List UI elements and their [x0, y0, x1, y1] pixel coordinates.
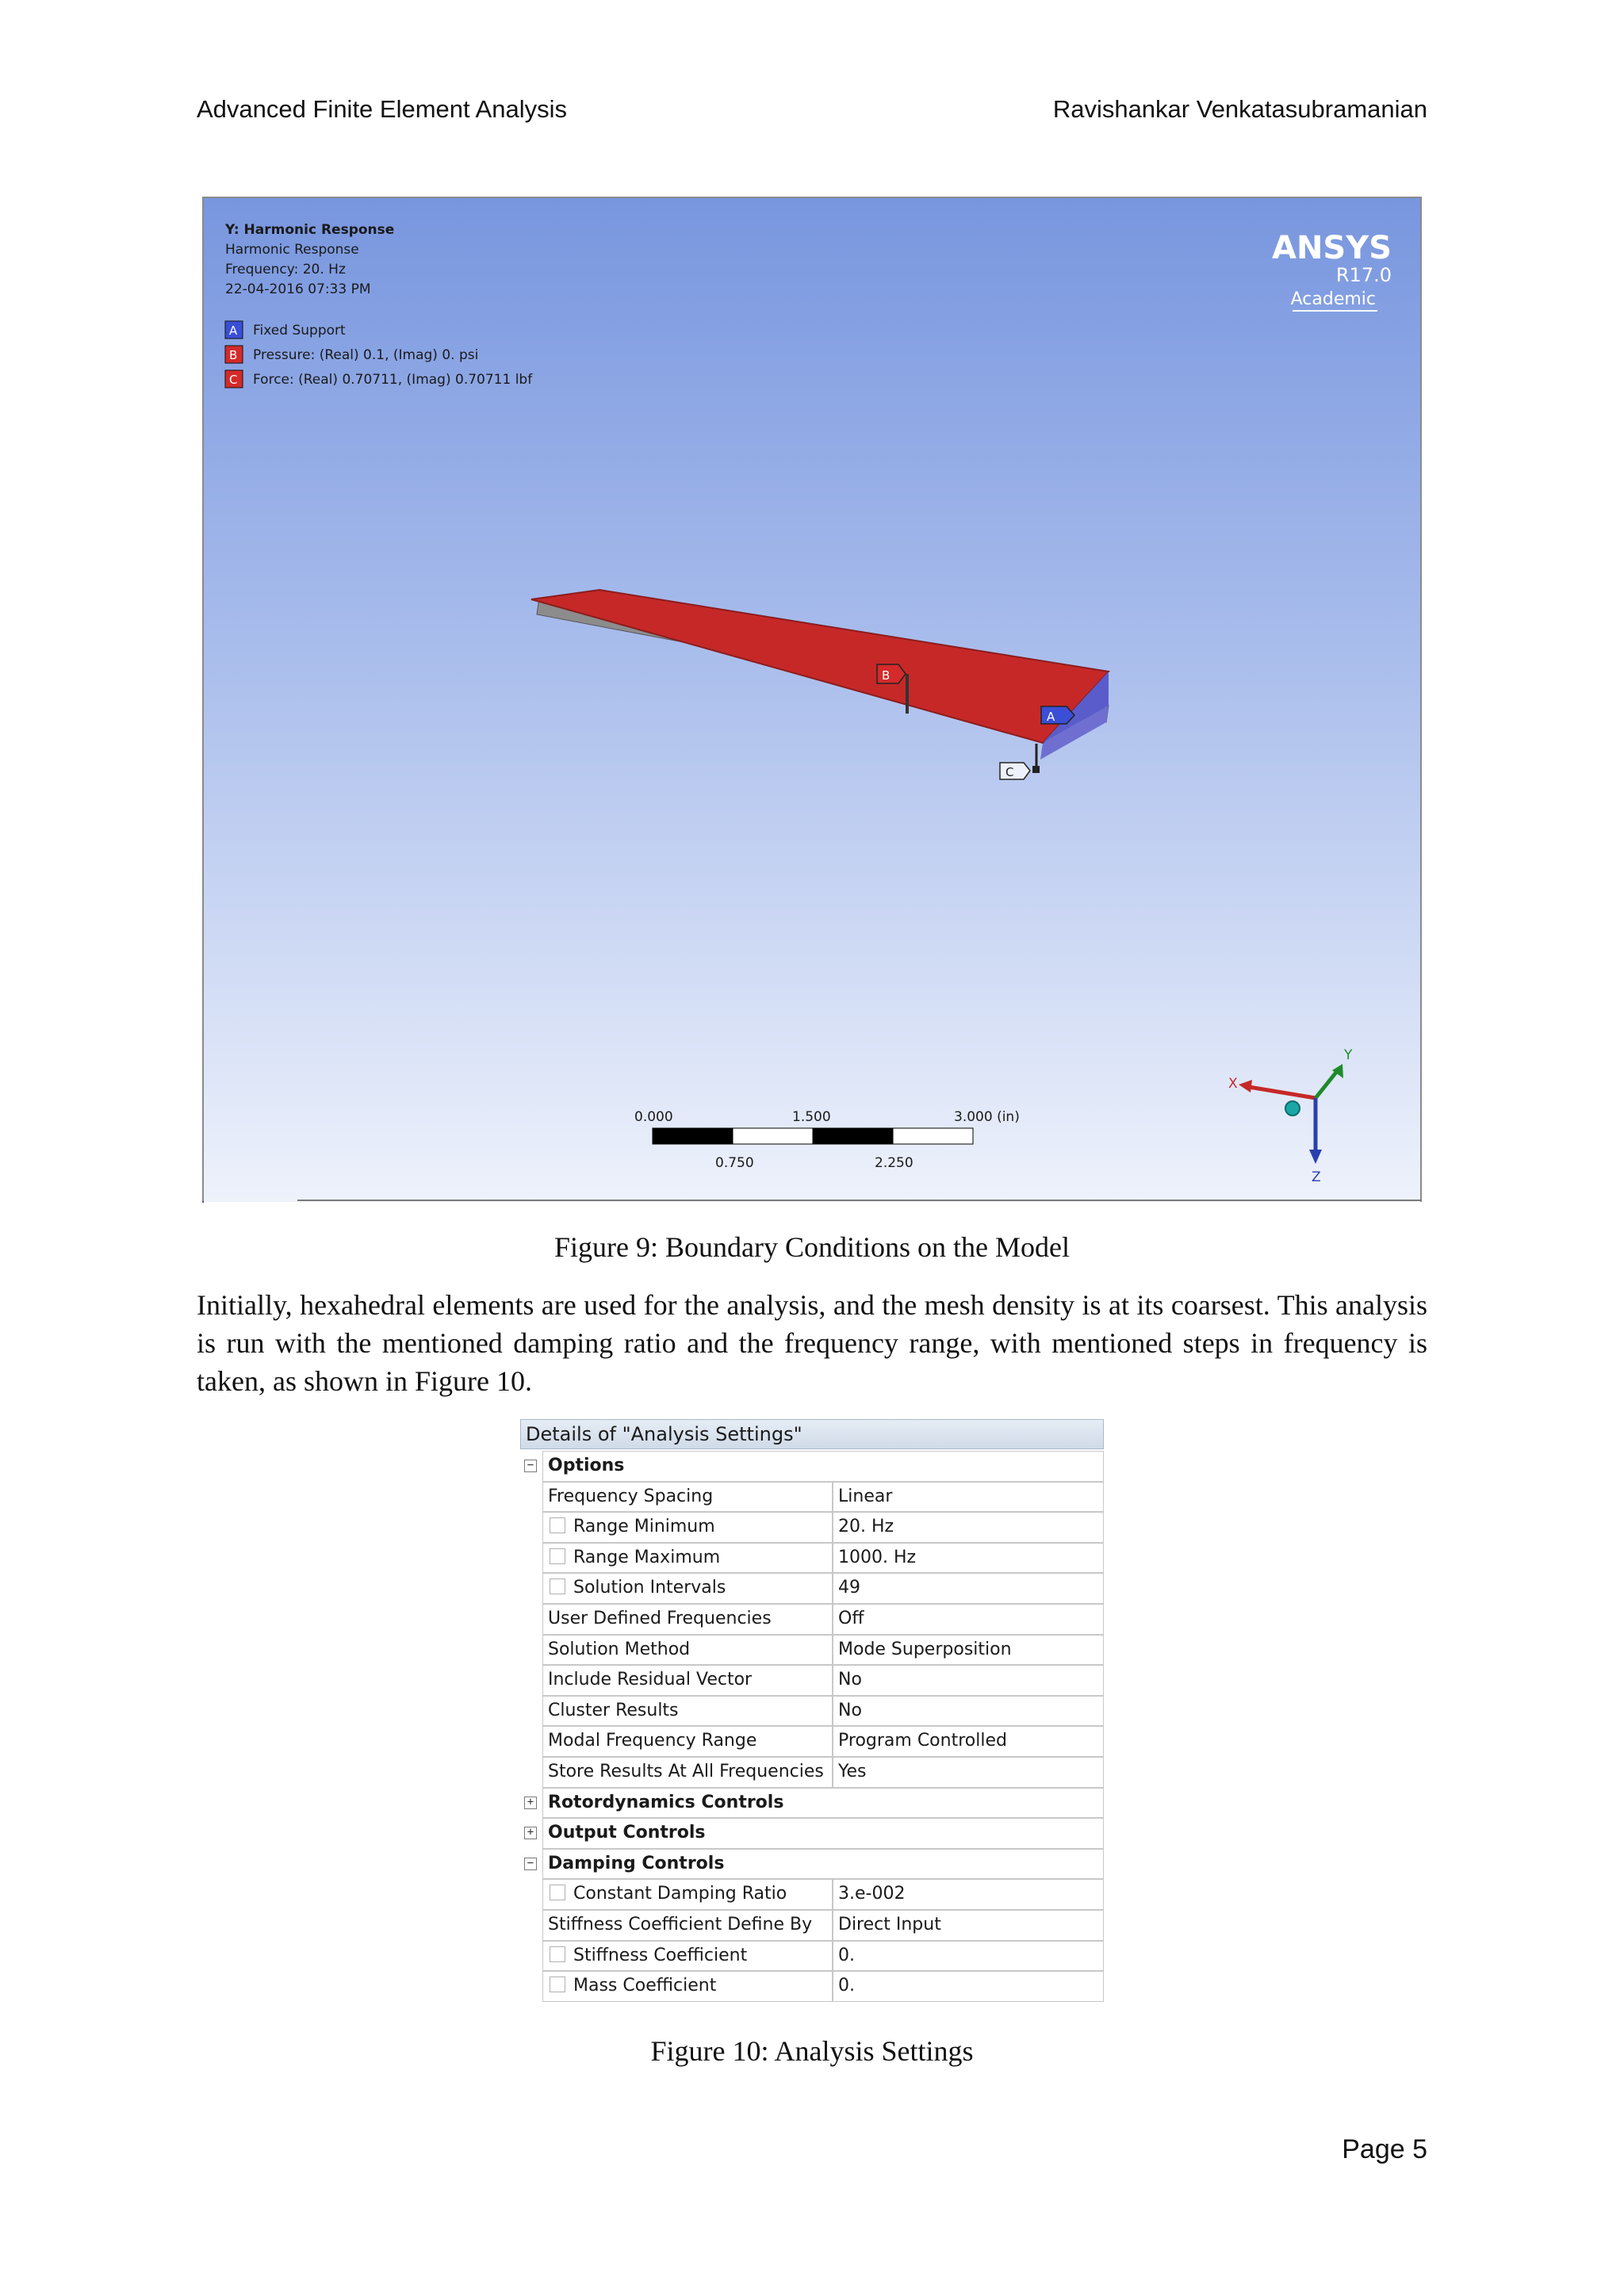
property-name: Solution Intervals	[573, 1578, 726, 1598]
row-gutter	[520, 1910, 542, 1941]
logo-name: ANSYS	[1271, 230, 1392, 266]
property-name-cell	[542, 1757, 833, 1788]
legend-letter-c: C	[229, 373, 238, 387]
property-value[interactable]: 0.	[833, 1971, 1104, 2002]
row-gutter	[520, 1849, 542, 1880]
property-name: Solution Method	[548, 1639, 691, 1659]
body-paragraph: Initially, hexahedral elements are used for the analysis, and the mesh density is at its coarsest. This analysis is run with the mentioned damping ratio and the frequency range, with mentioned steps in frequency is taken, as shown in Figure 10.	[197, 1289, 1427, 1397]
property-value[interactable]: Linear	[833, 1482, 1104, 1513]
property-name: User Defined Frequencies	[548, 1608, 772, 1628]
property-name: Frequency Spacing	[548, 1486, 714, 1506]
info-subtitle: Harmonic Response	[225, 242, 359, 258]
property-name-cell	[542, 1604, 833, 1635]
property-name-cell	[542, 1543, 833, 1574]
details-row[interactable]	[520, 1726, 1104, 1757]
label-c-tag	[1000, 763, 1030, 779]
row-gutter	[520, 1512, 542, 1543]
group-label: Rotordynamics Controls	[542, 1788, 1104, 1819]
property-value[interactable]: 0.	[833, 1941, 1104, 1972]
collapse-icon[interactable]: −	[524, 1858, 537, 1870]
group-label: Output Controls	[542, 1818, 1104, 1849]
row-gutter	[520, 1788, 542, 1819]
parameter-checkbox[interactable]	[550, 1946, 565, 1962]
row-gutter	[520, 1451, 542, 1482]
parameter-checkbox[interactable]	[550, 1548, 565, 1564]
property-name-cell	[542, 1696, 833, 1727]
property-name: Range Minimum	[573, 1517, 715, 1537]
property-value[interactable]: Direct Input	[833, 1910, 1104, 1941]
property-name-cell	[542, 1512, 833, 1543]
details-row[interactable]	[520, 1635, 1104, 1666]
property-name-cell	[542, 1573, 833, 1604]
legend-text-c: Force: (Real) 0.70711, (Imag) 0.70711 lbf	[253, 372, 533, 388]
details-group-row[interactable]	[520, 1788, 1104, 1819]
page-number: Page 5	[1342, 2134, 1427, 2164]
details-row[interactable]	[520, 1573, 1104, 1604]
group-label: Damping Controls	[542, 1849, 1104, 1880]
property-name: Stiffness Coefficient	[573, 1945, 748, 1965]
scale-label-3000: 3.000 (in)	[954, 1109, 1020, 1125]
figure-10-caption: Figure 10: Analysis Settings	[650, 2035, 974, 2067]
svg-text:C: C	[1005, 765, 1014, 779]
legend-letter-b: B	[229, 348, 238, 362]
expand-icon[interactable]: +	[524, 1797, 537, 1809]
viewport-bottom-edge	[202, 1199, 1422, 1203]
property-value[interactable]: 1000. Hz	[833, 1543, 1104, 1574]
property-name: Range Maximum	[573, 1547, 721, 1567]
details-row[interactable]	[520, 1910, 1104, 1941]
property-name-cell	[542, 1910, 833, 1941]
row-gutter	[520, 1543, 542, 1574]
group-label: Options	[542, 1451, 1104, 1482]
row-gutter	[520, 1971, 542, 2002]
property-name: Constant Damping Ratio	[573, 1884, 787, 1904]
property-name: Include Residual Vector	[548, 1670, 753, 1690]
property-name-cell	[542, 1482, 833, 1513]
label-b-tag	[877, 664, 906, 683]
parameter-checkbox[interactable]	[550, 1885, 565, 1900]
details-group-row[interactable]	[520, 1818, 1104, 1849]
info-title: Y: Harmonic Response	[225, 222, 395, 238]
logo-edition: Academic	[1290, 289, 1376, 309]
figure-9-caption: Figure 9: Boundary Conditions on the Model	[554, 1231, 1070, 1263]
property-value[interactable]: Off	[833, 1604, 1104, 1635]
property-value[interactable]: No	[833, 1696, 1104, 1727]
legend-letter-a: A	[229, 323, 238, 338]
parameter-checkbox[interactable]	[550, 1578, 565, 1594]
triad-y-label: Y	[1344, 1047, 1353, 1063]
property-name-cell	[542, 1726, 833, 1757]
svg-text:B: B	[882, 668, 891, 683]
property-value[interactable]: Mode Superposition	[833, 1635, 1104, 1666]
row-gutter	[520, 1573, 542, 1604]
row-gutter	[520, 1696, 542, 1727]
row-gutter	[520, 1482, 542, 1513]
property-name-cell	[542, 1665, 833, 1696]
legend-text-a: Fixed Support	[253, 323, 346, 339]
property-name: Store Results At All Frequencies	[548, 1761, 824, 1781]
parameter-checkbox[interactable]	[550, 1976, 565, 1992]
property-value[interactable]: Yes	[833, 1757, 1104, 1788]
property-name-cell	[542, 1941, 833, 1972]
triad-z-label: Z	[1312, 1169, 1321, 1185]
parameter-checkbox[interactable]	[550, 1517, 565, 1533]
logo-version: R17.0	[1335, 264, 1392, 286]
svg-text:A: A	[1047, 710, 1055, 724]
details-row[interactable]	[520, 1543, 1104, 1574]
details-row[interactable]	[520, 1971, 1104, 2002]
details-row[interactable]	[520, 1512, 1104, 1543]
details-row[interactable]	[520, 1482, 1104, 1513]
collapse-icon[interactable]: −	[524, 1460, 537, 1472]
info-timestamp: 22-04-2016 07:33 PM	[225, 281, 371, 297]
scale-label-1500: 1.500	[792, 1109, 831, 1125]
property-name-cell	[542, 1971, 833, 2002]
scale-label-2250: 2.250	[875, 1155, 914, 1171]
row-gutter	[520, 1879, 542, 1910]
property-name: Stiffness Coefficient Define By	[548, 1914, 813, 1934]
row-gutter	[520, 1635, 542, 1666]
label-a-tag	[1041, 706, 1074, 724]
header-title: Advanced Finite Element Analysis	[197, 95, 567, 123]
details-group-row[interactable]	[520, 1849, 1104, 1880]
row-gutter	[520, 1604, 542, 1635]
property-value[interactable]: 20. Hz	[833, 1512, 1104, 1543]
row-gutter	[520, 1941, 542, 1972]
expand-icon[interactable]: +	[524, 1827, 537, 1839]
details-row[interactable]	[520, 1696, 1104, 1727]
details-row[interactable]	[520, 1941, 1104, 1972]
property-value[interactable]: No	[833, 1665, 1104, 1696]
details-row[interactable]	[520, 1604, 1104, 1635]
details-title: Details of "Analysis Settings"	[520, 1419, 1104, 1449]
property-name-cell	[542, 1879, 833, 1910]
property-name: Cluster Results	[548, 1700, 679, 1720]
triad-x-label: X	[1228, 1076, 1238, 1092]
legend-text-b: Pressure: (Real) 0.1, (Imag) 0. psi	[253, 347, 479, 363]
property-value[interactable]: Program Controlled	[833, 1726, 1104, 1757]
details-group-row[interactable]	[520, 1451, 1104, 1482]
property-name-cell	[542, 1635, 833, 1666]
scale-label-750: 0.750	[715, 1155, 754, 1171]
details-row[interactable]	[520, 1879, 1104, 1910]
property-value[interactable]: 49	[833, 1573, 1104, 1604]
details-row[interactable]	[520, 1665, 1104, 1696]
scale-label-0: 0.000	[634, 1109, 673, 1125]
property-name: Modal Frequency Range	[548, 1731, 757, 1751]
details-panel	[520, 1419, 1104, 2006]
details-grid	[520, 1451, 1104, 2002]
property-name: Mass Coefficient	[573, 1976, 717, 1996]
row-gutter	[520, 1665, 542, 1696]
ansys-viewport[interactable]	[202, 197, 1422, 1202]
row-gutter	[520, 1818, 542, 1849]
info-frequency: Frequency: 20. Hz	[225, 262, 346, 277]
details-row[interactable]	[520, 1757, 1104, 1788]
row-gutter	[520, 1757, 542, 1788]
property-value[interactable]: 3.e-002	[833, 1879, 1104, 1910]
header-author: Ravishankar Venkatasubramanian	[1052, 95, 1427, 123]
row-gutter	[520, 1726, 542, 1757]
